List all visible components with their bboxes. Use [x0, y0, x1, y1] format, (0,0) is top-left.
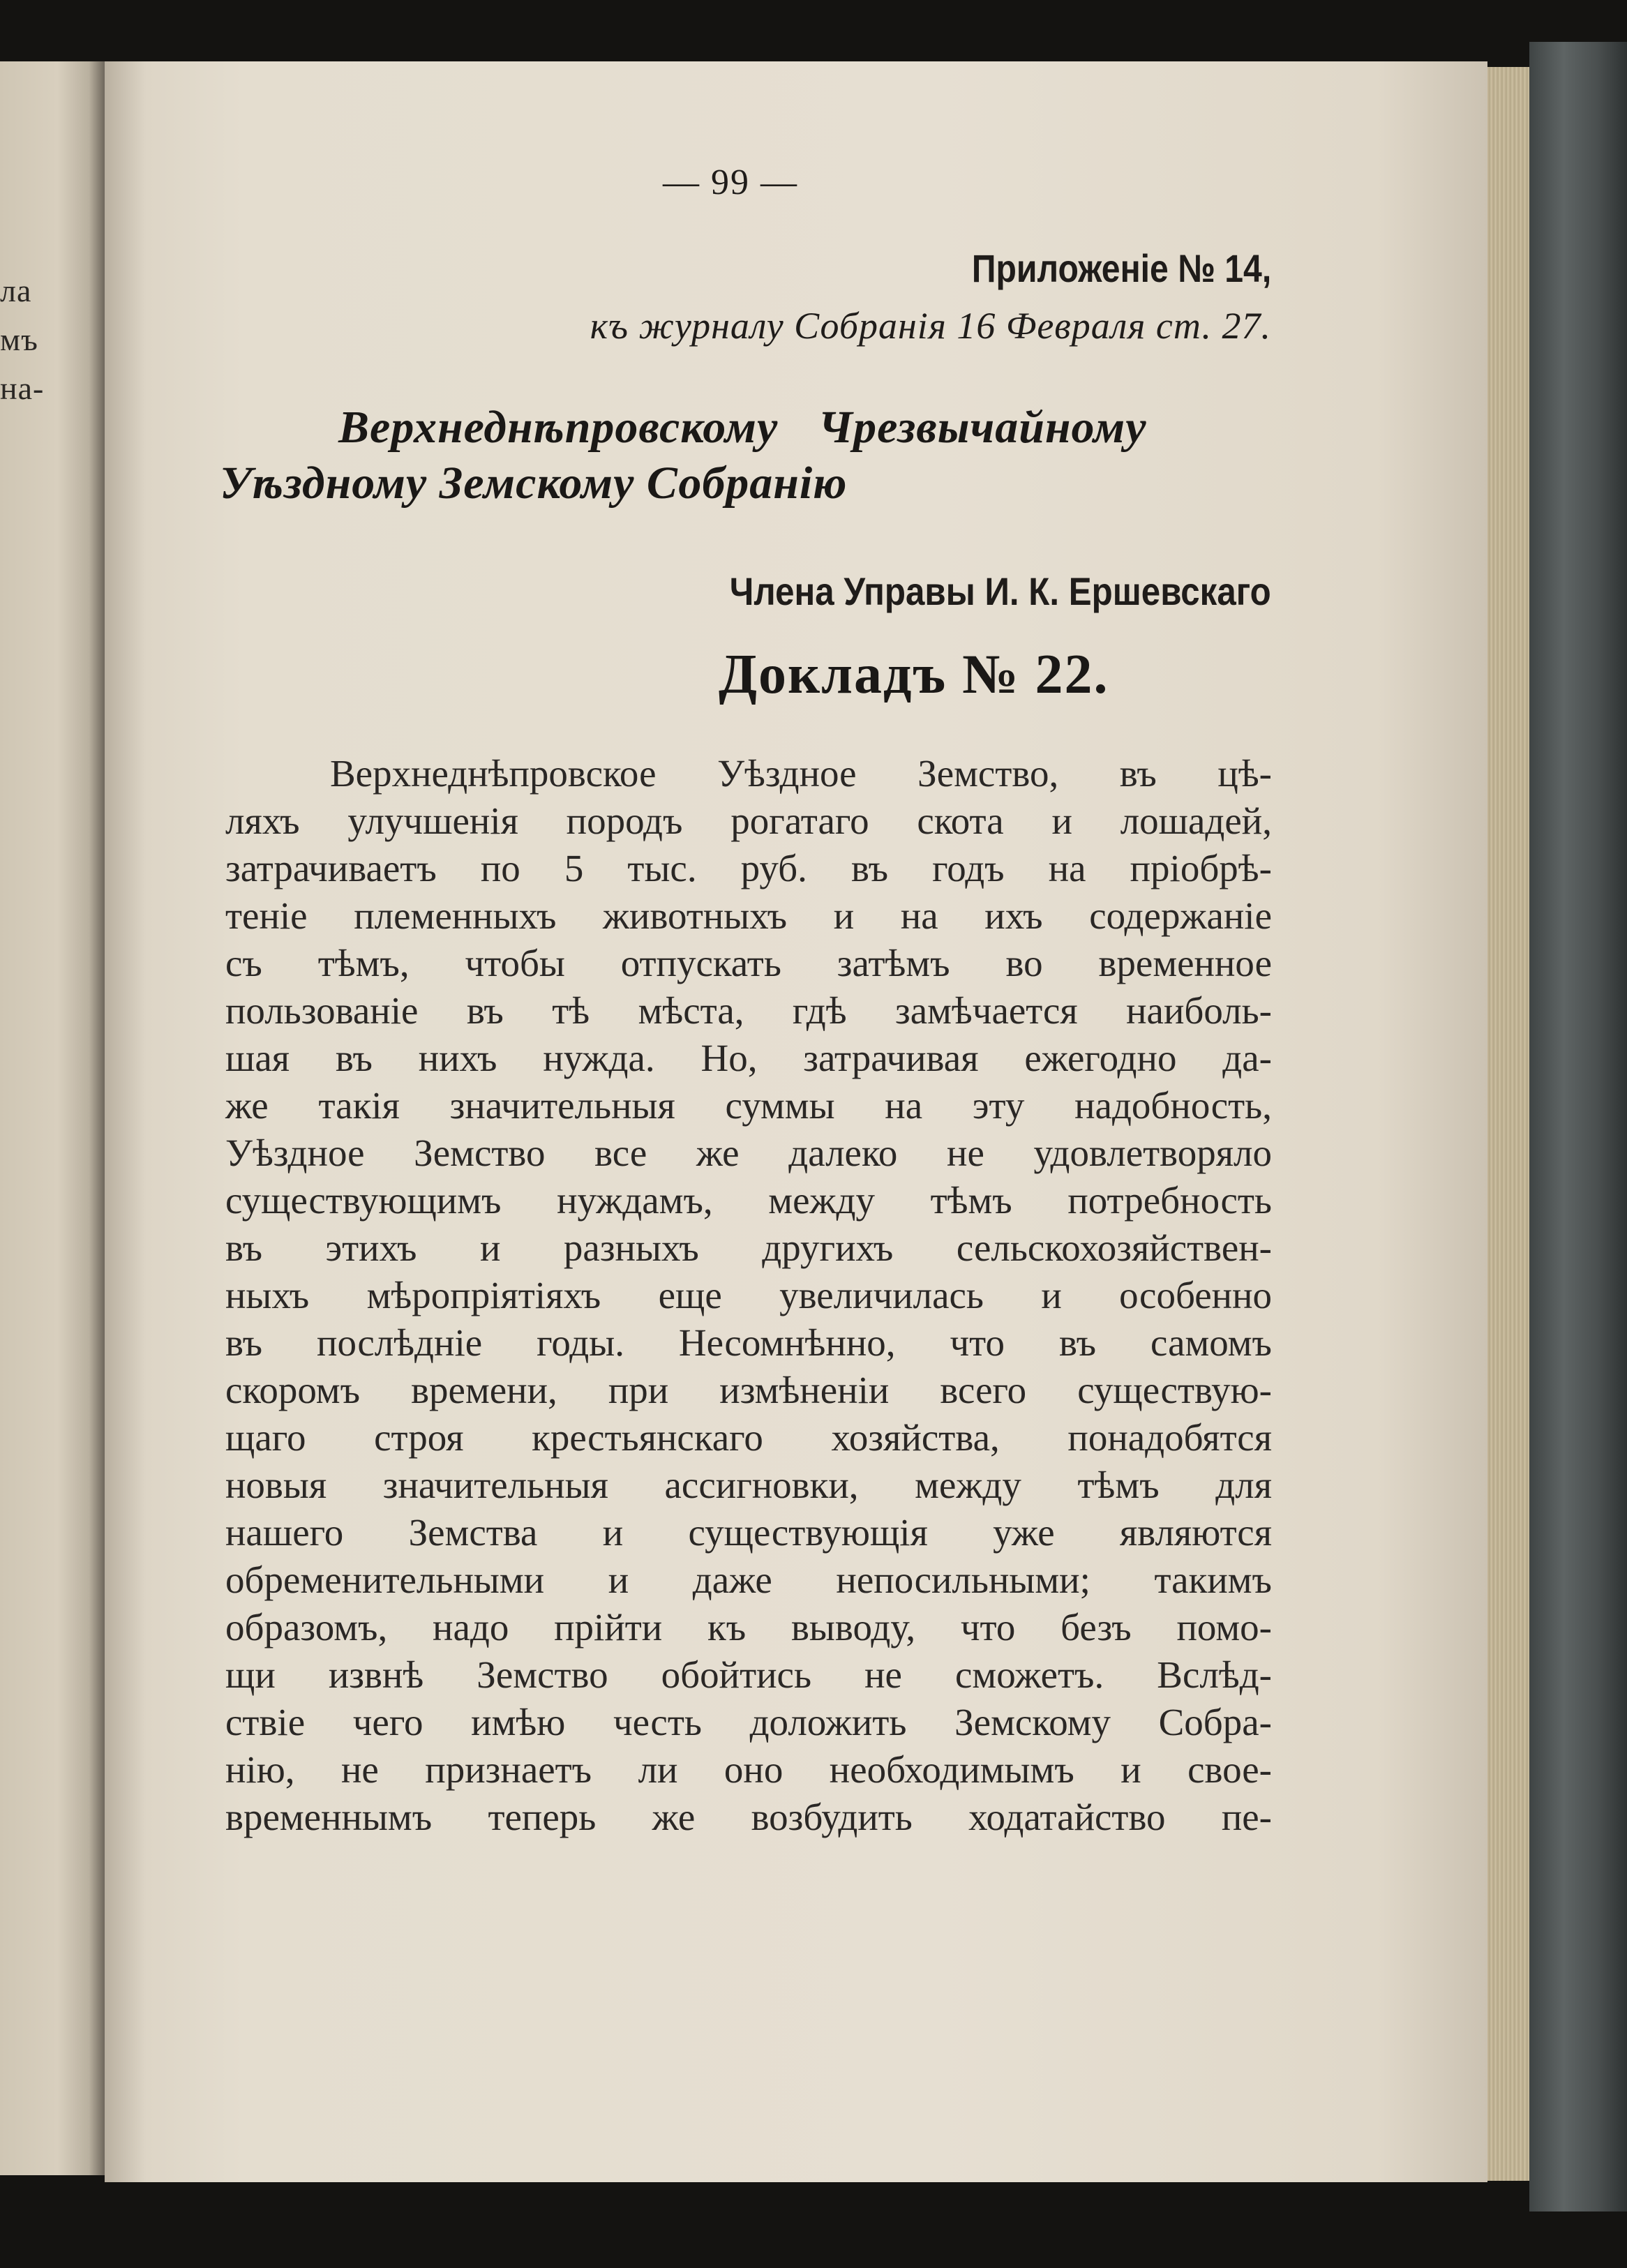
body-line: ствіе чего имѣю честь доложить Земскому Собра- — [225, 1701, 1272, 1743]
previous-page-fragment: мъ — [0, 322, 38, 357]
author-line: Члена Управы И. К. Ершевскаго — [730, 569, 1271, 613]
address-line-1: Верхнеднѣпровскому Чрезвычайному — [338, 402, 1147, 453]
body-line: ляхъ улучшенія породъ рогатаго скота и лошадей, — [225, 799, 1272, 842]
page-number: — 99 — — [663, 163, 798, 202]
body-line: Верхнеднѣпровское Уѣздное Земство, въ цѣ- — [330, 752, 1272, 795]
body-line: щи извнѣ Земство обойтись не сможетъ. Вслѣд- — [225, 1653, 1272, 1696]
book-cover-edge — [1529, 42, 1627, 2211]
journal-reference: къ журналу Собранія 16 Февраля ст. 27. — [590, 305, 1271, 347]
body-line: шая въ нихъ нужда. Но, затрачивая ежегодно да- — [225, 1037, 1272, 1079]
body-line: теніе племенныхъ животныхъ и на ихъ содержаніе — [225, 894, 1272, 937]
body-line: ныхъ мѣропріятіяхъ еще увеличилась и особенно — [225, 1274, 1272, 1316]
page-stack-edge — [1487, 67, 1529, 2181]
previous-page-fragment: ла — [0, 273, 32, 308]
report-body — [225, 750, 1272, 1841]
body-line: же такія значительныя суммы на эту надобность, — [225, 1084, 1272, 1127]
body-line: съ тѣмъ, чтобы отпускать затѣмъ во временное — [225, 942, 1272, 984]
body-line: затрачиваетъ по 5 тыс. руб. въ годъ на пріобрѣ- — [225, 847, 1272, 889]
previous-page-edge — [0, 61, 105, 2175]
body-line: обременительными и даже непосильными; такимъ — [225, 1559, 1272, 1601]
report-title: Докладъ № 22. — [719, 644, 1109, 705]
body-line: новыя значительныя ассигновки, между тѣмъ для — [225, 1464, 1272, 1506]
body-line: существующимъ нуждамъ, между тѣмъ потребность — [225, 1179, 1272, 1222]
body-line: нію, не признаетъ ли оно необходимымъ и свое- — [225, 1748, 1272, 1791]
address-line-2: Уѣздному Земскому Собранію — [220, 458, 848, 509]
body-line: щаго строя крестьянскаго хозяйства, понадобятся — [225, 1416, 1272, 1459]
body-line: въ послѣдніе годы. Несомнѣнно, что въ самомъ — [225, 1321, 1272, 1364]
body-line: временнымъ теперь же возбудить ходатайство пе- — [225, 1796, 1272, 1838]
annex-heading: Приложеніе № 14, — [971, 246, 1271, 290]
body-line: образомъ, надо прійти къ выводу, что безъ помо- — [225, 1606, 1272, 1649]
body-line: въ этихъ и разныхъ другихъ сельскохозяйствен- — [225, 1226, 1272, 1269]
body-line: нашего Земства и существующія уже являются — [225, 1511, 1272, 1554]
body-line: скоромъ времени, при измѣненіи всего существую- — [225, 1369, 1272, 1411]
body-line: Уѣздное Земство все же далеко не удовлетворяло — [225, 1132, 1272, 1174]
body-line: пользованіе въ тѣ мѣста, гдѣ замѣчается наиболь- — [225, 989, 1272, 1032]
previous-page-fragment: на- — [0, 370, 45, 406]
